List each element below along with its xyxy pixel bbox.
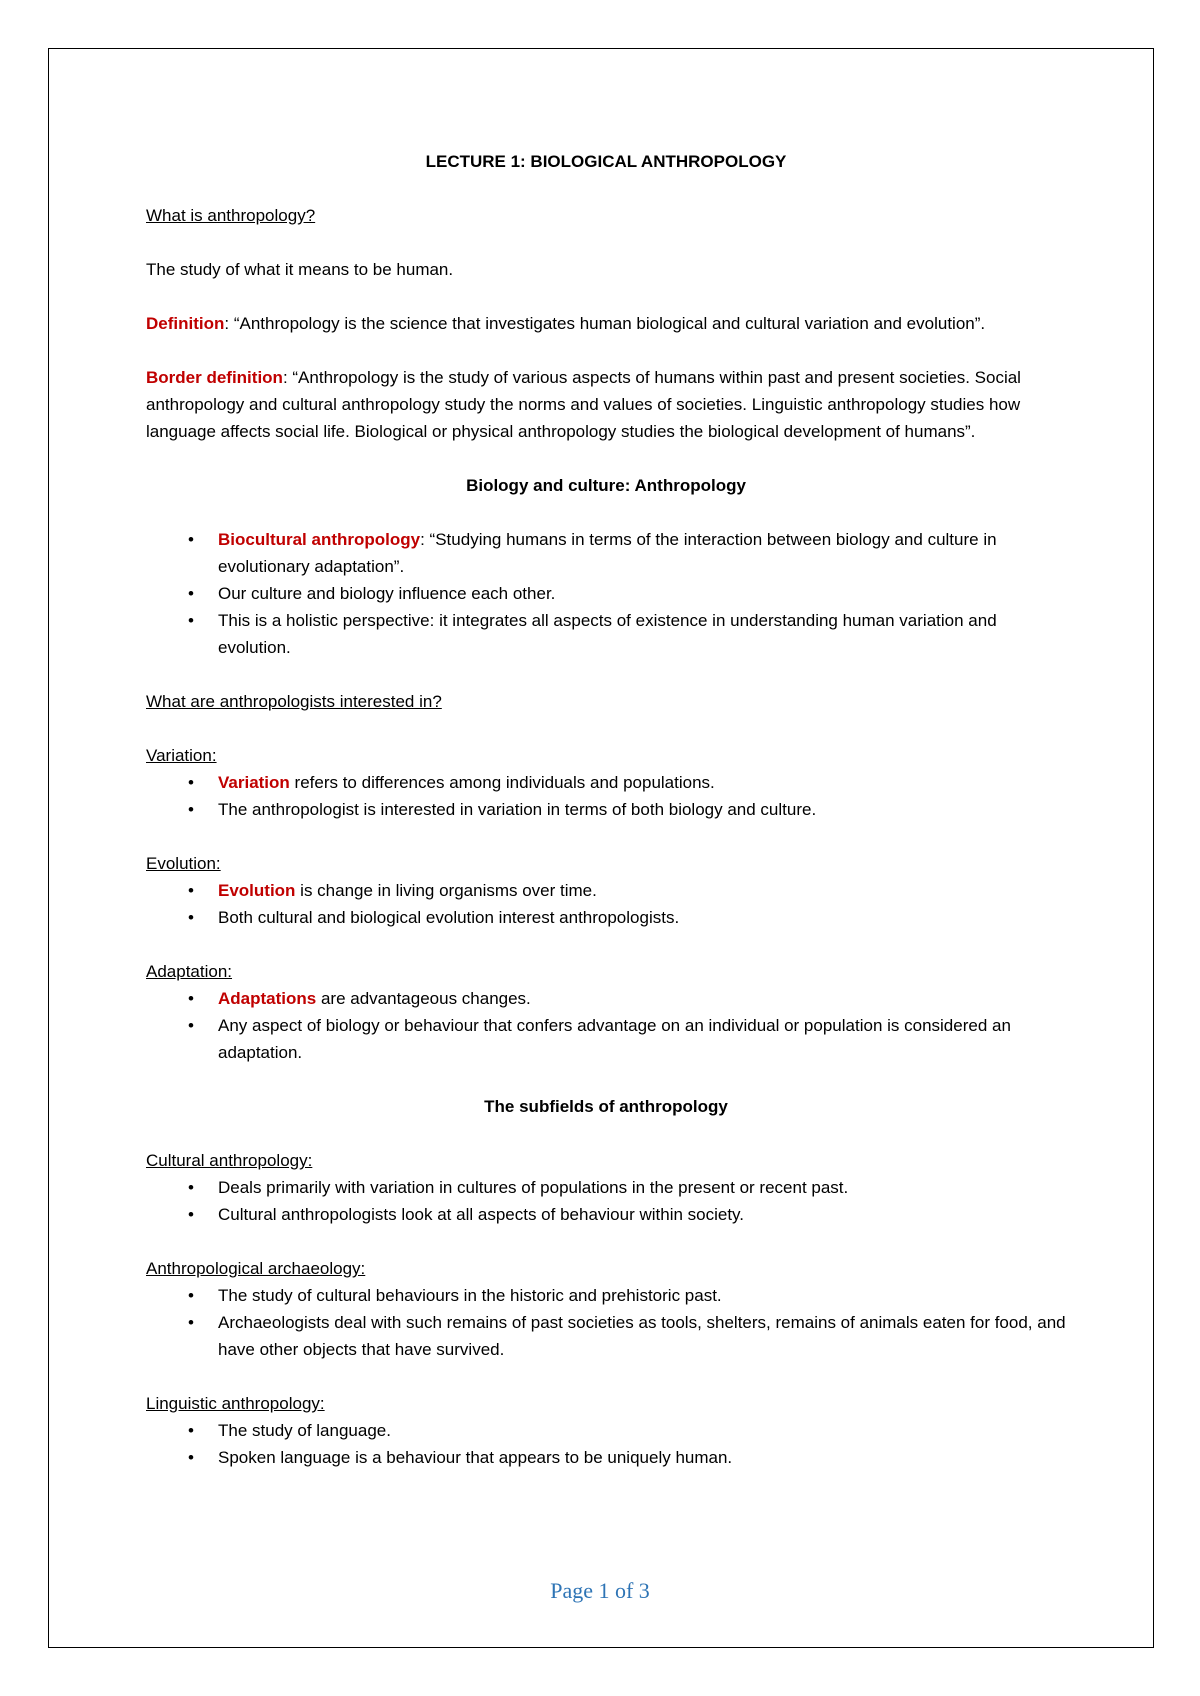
list-item <box>146 877 1066 904</box>
bullet-icon: • <box>188 989 194 1008</box>
biology-culture-list <box>146 526 1066 661</box>
section-label-variation: Variation: <box>146 746 217 765</box>
border-definition-term: Border definition <box>146 368 283 387</box>
section-label-archaeology: Anthropological archaeology: <box>146 1259 366 1278</box>
bullet-text: refers to differences among individuals and populations. <box>289 773 715 792</box>
section-label-linguistic: Linguistic anthropology: <box>146 1394 325 1413</box>
list-item <box>146 769 1066 796</box>
list-item <box>146 1174 1066 1201</box>
border-definition-text: : “Anthropology is the study of various aspects of humans within past and present societies. Social anthropology and cultural anthropology study the norms and values of societies. Linguistic anthropology studies how language affects social life. Biological or physical anthropology studies the biological development of humans”. <box>146 368 1021 441</box>
list-item <box>146 1201 1066 1228</box>
variation-list <box>146 769 1066 823</box>
intro-text: The study of what it means to be human. <box>146 260 454 279</box>
bullet-text: Cultural anthropologists look at all aspects of behaviour within society. <box>218 1205 745 1224</box>
list-item <box>146 526 1066 580</box>
document-title: LECTURE 1: BIOLOGICAL ANTHROPOLOGY <box>425 152 787 171</box>
linguistic-list <box>146 1417 1066 1471</box>
list-item <box>146 1444 1066 1471</box>
bullet-text: is change in living organisms over time. <box>295 881 597 900</box>
bullet-icon: • <box>188 881 194 900</box>
definition-text: : “Anthropology is the science that investigates human biological and cultural variation and evolution”. <box>224 314 986 333</box>
bullet-icon: • <box>188 530 194 549</box>
question-interests: What are anthropologists interested in? <box>146 692 442 711</box>
list-item <box>146 796 1066 823</box>
section-label-cultural: Cultural anthropology: <box>146 1151 313 1170</box>
bullet-text: Our culture and biology influence each other. <box>218 584 556 603</box>
bullet-icon: • <box>188 773 194 792</box>
list-item <box>146 904 1066 931</box>
definition-term: Definition <box>146 314 225 333</box>
heading-subfields: The subfields of anthropology <box>484 1097 728 1116</box>
archaeology-list <box>146 1282 1066 1363</box>
bullet-icon: • <box>188 1448 194 1467</box>
bullet-text: Spoken language is a behaviour that appears to be uniquely human. <box>218 1448 733 1467</box>
bullet-icon: • <box>188 611 194 630</box>
question-what-is-anthropology: What is anthropology? <box>146 206 316 225</box>
evolution-list <box>146 877 1066 931</box>
bullet-term: Evolution <box>218 881 296 900</box>
section-label-evolution: Evolution: <box>146 854 221 873</box>
cultural-list <box>146 1174 1066 1228</box>
bullet-icon: • <box>188 1313 194 1332</box>
bullet-icon: • <box>188 584 194 603</box>
bullet-icon: • <box>188 908 194 927</box>
list-item <box>146 1417 1066 1444</box>
document-body <box>146 148 1066 1471</box>
bullet-text: Archaeologists deal with such remains of past societies as tools, shelters, remains of animals eaten for food, and have other objects that have survived. <box>218 1313 1066 1359</box>
bullet-icon: • <box>188 1178 194 1197</box>
bullet-text: The study of language. <box>218 1421 391 1440</box>
bullet-text: The anthropologist is interested in variation in terms of both biology and culture. <box>218 800 817 819</box>
bullet-term: Biocultural anthropology <box>218 530 421 549</box>
list-item <box>146 1012 1066 1066</box>
heading-biology-culture: Biology and culture: Anthropology <box>466 476 746 495</box>
bullet-text: Both cultural and biological evolution interest anthropologists. <box>218 908 680 927</box>
bullet-icon: • <box>188 1016 194 1035</box>
bullet-icon: • <box>188 800 194 819</box>
bullet-text: are advantageous changes. <box>316 989 531 1008</box>
bullet-icon: • <box>188 1286 194 1305</box>
bullet-icon: • <box>188 1421 194 1440</box>
list-item <box>146 1282 1066 1309</box>
bullet-text: This is a holistic perspective: it integrates all aspects of existence in understanding human variation and evolution. <box>218 611 997 657</box>
list-item <box>146 1309 1066 1363</box>
adaptation-list <box>146 985 1066 1066</box>
list-item <box>146 607 1066 661</box>
bullet-text: The study of cultural behaviours in the historic and prehistoric past. <box>218 1286 722 1305</box>
page-number-footer: Page 1 of 3 <box>550 1578 650 1603</box>
border-definition-paragraph <box>146 364 1066 445</box>
bullet-term: Adaptations <box>218 989 317 1008</box>
list-item <box>146 580 1066 607</box>
definition-paragraph <box>146 310 1066 337</box>
list-item <box>146 985 1066 1012</box>
bullet-icon: • <box>188 1205 194 1224</box>
bullet-text: Any aspect of biology or behaviour that confers advantage on an individual or population is considered an adaptation. <box>218 1016 1011 1062</box>
bullet-text: : “Studying humans in terms of the interaction between biology and culture in evolutionary adaptation”. <box>218 530 997 576</box>
bullet-term: Variation <box>218 773 290 792</box>
bullet-text: Deals primarily with variation in cultures of populations in the present or recent past. <box>218 1178 849 1197</box>
section-label-adaptation: Adaptation: <box>146 962 233 981</box>
